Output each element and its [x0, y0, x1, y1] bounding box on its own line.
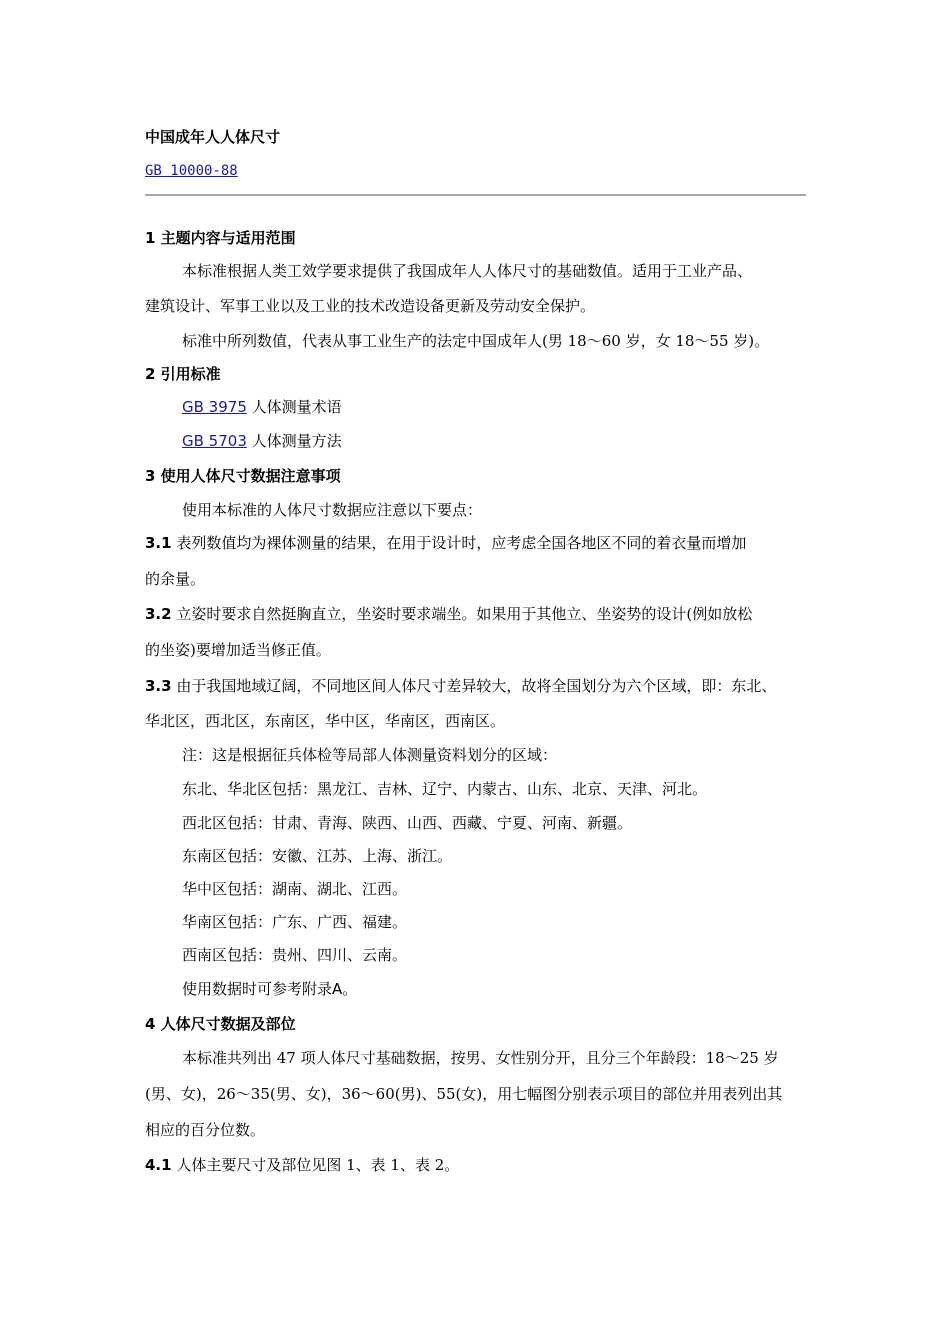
section-4-paragraph-line-3: 相应的百分位数。 — [145, 1121, 266, 1139]
section-2-heading: 2 引用标准 — [145, 365, 221, 383]
appendix-end: 。 — [342, 980, 358, 998]
section-4-heading: 4 人体尺寸数据及部位 — [145, 1015, 296, 1033]
reference-item — [182, 431, 342, 451]
region-item: 华中区包括：湖南、湖北、江西。 — [182, 880, 408, 898]
reference-link-gb5703[interactable]: GB 5703 — [182, 432, 247, 450]
section-4-paragraph-line-1: 本标准共列出 47 项人体尺寸基础数据，按男、女性别分开，且分三个年龄段：18～25 岁 — [182, 1049, 779, 1067]
section-1-heading: 1 主题内容与适用范围 — [145, 229, 296, 247]
region-note: 注：这是根据征兵体检等局部人体测量资料划分的区域： — [182, 746, 558, 764]
clause-4-1 — [145, 1155, 459, 1175]
section-1-paragraph-2: 标准中所列数值，代表从事工业生产的法定中国成年人(男 18～60 岁，女 18～55 岁)。 — [182, 332, 770, 350]
region-item: 西南区包括：贵州、四川、云南。 — [182, 946, 408, 964]
clause-3-1-line-1 — [145, 533, 746, 553]
clause-3-1-line-2: 的余量。 — [145, 570, 206, 588]
horizontal-divider — [145, 194, 806, 196]
standard-code[interactable]: GB 10000-88 — [145, 163, 238, 179]
reference-link-gb3975[interactable]: GB 3975 — [182, 398, 247, 416]
clause-3-2-line-2: 的坐姿)要增加适当修正值。 — [145, 641, 331, 659]
clause-number: 3.1 — [145, 534, 172, 552]
reference-text: 人体测量方法 — [246, 432, 342, 450]
clause-3-3-line-2: 华北区，西北区，东南区，华中区，华南区，西南区。 — [145, 712, 506, 730]
region-item: 东北、华北区包括：黑龙江、吉林、辽宁、内蒙古、山东、北京、天津、河北。 — [182, 780, 708, 798]
clause-3-2-line-1 — [145, 604, 752, 624]
standard-code-link[interactable] — [145, 161, 238, 181]
clause-number: 3.2 — [145, 605, 172, 623]
section-1-paragraph-line-1: 本标准根据人类工效学要求提供了我国成年人人体尺寸的基础数值。适用于工业产品、 — [182, 262, 753, 280]
clause-text: 立姿时要求自然挺胸直立，坐姿时要求端坐。如果用于其他立、坐姿势的设计(例如放松 — [171, 605, 753, 623]
document-title: 中国成年人人体尺寸 — [145, 128, 281, 146]
region-item: 华南区包括：广东、广西、福建。 — [182, 913, 408, 931]
section-1-paragraph-line-2: 建筑设计、军事工业以及工业的技术改造设备更新及劳动安全保护。 — [145, 297, 596, 315]
clause-text: 人体主要尺寸及部位见图 1、表 1、表 2。 — [171, 1156, 460, 1174]
appendix-text: 使用数据时可参考附录 — [182, 980, 333, 998]
clause-text: 表列数值均为裸体测量的结果，在用于设计时，应考虑全国各地区不同的着衣量而增加 — [171, 534, 747, 552]
appendix-note — [182, 979, 357, 999]
clause-number: 3.3 — [145, 677, 172, 695]
section-3-heading: 3 使用人体尺寸数据注意事项 — [145, 467, 341, 485]
section-3-intro: 使用本标准的人体尺寸数据应注意以下要点： — [182, 501, 483, 519]
section-4-paragraph-line-2: (男、女)，26～35(男、女)，36～60(男)、55(女)，用七幅图分别表示项目的部位并用表列出其 — [145, 1085, 783, 1103]
appendix-letter: A — [332, 980, 343, 998]
clause-3-3-line-1 — [145, 676, 776, 696]
reference-item — [182, 397, 342, 417]
region-item: 东南区包括：安徽、江苏、上海、浙江。 — [182, 847, 453, 865]
region-item: 西北区包括：甘肃、青海、陕西、山西、西藏、宁夏、河南、新疆。 — [182, 814, 633, 832]
clause-number: 4.1 — [145, 1156, 172, 1174]
reference-text: 人体测量术语 — [246, 398, 342, 416]
clause-text: 由于我国地域辽阔，不同地区间人体尺寸差异较大，故将全国划分为六个区域，即：东北、 — [171, 677, 777, 695]
